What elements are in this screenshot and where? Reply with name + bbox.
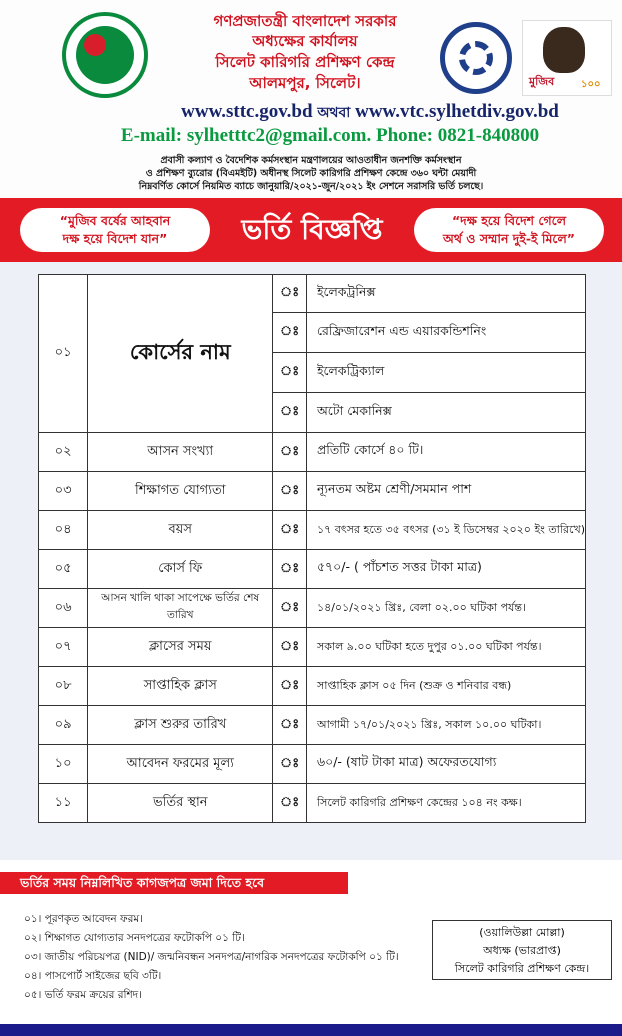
- row-number: ০২: [39, 433, 88, 472]
- colon: ঃ: [273, 393, 307, 433]
- table-row: [39, 667, 586, 706]
- gear-icon: [459, 41, 493, 75]
- colon: ঃ: [273, 667, 307, 706]
- mujib-text: মুজিব: [529, 75, 555, 88]
- info-section: [0, 262, 622, 860]
- row-number: ০৯: [39, 706, 88, 745]
- website-link-1[interactable]: www.sttc.gov.bd: [181, 101, 313, 122]
- colon: ঃ: [273, 589, 307, 628]
- row-label: ক্লাস শুরুর তারিখ: [88, 706, 273, 745]
- intro-note-line-3: নিম্নবর্ণিত কোর্সে নিয়মিত ব্যাচে জানুয়ারি/২০২১-জুন/২০২১ ইং সেশনে সরাসরি ভর্তি চলছে।: [138, 181, 484, 192]
- header-institute: সিলেট কারিগরি প্রশিক্ষণ কেন্দ্র: [215, 53, 395, 71]
- intro-note-line-1: প্রবাসী কল্যাণ ও বৈদেশিক কর্মসংস্থান মন্ত্রণালয়ের আওতাধীন জনশক্তি কর্মসংস্থান: [160, 155, 462, 166]
- document-item: ০১। পূরণকৃত আবেদন ফরম।: [24, 913, 144, 925]
- row-label: আসন সংখ্যা: [88, 433, 273, 472]
- course-name: রেফ্রিজারেশন এন্ড এয়ারকন্ডিশনিং: [306, 313, 585, 353]
- colon: ঃ: [273, 628, 307, 667]
- logo-green-field: [76, 26, 134, 84]
- row-label: ভর্তির স্থান: [88, 784, 273, 823]
- course-name: ইলেকট্রনিক্স: [306, 275, 585, 313]
- table-row: [39, 511, 586, 550]
- row-number: ০১: [39, 275, 88, 433]
- header-office: অধ্যক্ষের কার্যালয়: [252, 32, 358, 50]
- row-number: ১১: [39, 784, 88, 823]
- websites: [140, 101, 600, 125]
- documents-heading: ভর্তির সময় নিম্নলিখিত কাগজপত্র জমা দিতে হবে: [0, 872, 348, 894]
- colon: ঃ: [273, 313, 307, 353]
- course-name: ইলেকট্রিক্যাল: [306, 353, 585, 393]
- row-label: সাপ্তাহিক ক্লাস: [88, 667, 273, 706]
- intro-note-line-2: ও প্রশিক্ষণ ব্যুরোর (বিএমইটি) অধীনস্থ সিলেট কারিগরি প্রশিক্ষণ কেন্দ্রে ৩৬০ ঘন্টা মেয়াদী: [145, 168, 477, 179]
- colon: ঃ: [273, 706, 307, 745]
- colon: ঃ: [273, 511, 307, 550]
- slogan-left-line-2: দক্ষ হয়ে বিদেশ যান”: [62, 231, 168, 246]
- colon: ঃ: [273, 275, 307, 313]
- row-value: সিলেট কারিগরি প্রশিক্ষণ কেন্দ্রের ১০৪ নং কক্ষ।: [306, 784, 585, 823]
- table-row: [39, 628, 586, 667]
- row-value: সকাল ৯.০০ ঘটিকা হতে দুপুর ০১.০০ ঘটিকা পর্যন্ত।: [306, 628, 585, 667]
- website-link-2[interactable]: www.vtc.sylhetdiv.gov.bd: [355, 101, 559, 122]
- colon: ঃ: [273, 745, 307, 784]
- row-label: বয়স: [88, 511, 273, 550]
- table-row: [39, 472, 586, 511]
- row-value: সাপ্তাহিক ক্লাস ০৫ দিন (শুক্র ও শনিবার বন্ধ): [306, 667, 585, 706]
- slogan-right-line-2: অর্থ ও সম্মান দুই-ই মিলে”: [443, 231, 575, 246]
- row-label: কোর্সের নাম: [88, 275, 273, 433]
- row-number: ০৬: [39, 589, 88, 628]
- row-value: ১৪/০১/২০২১ খ্রিঃ, বেলা ০২.০০ ঘটিকা পর্যন্ত।: [306, 589, 585, 628]
- table-row: [39, 589, 586, 628]
- slogan-left: [20, 208, 210, 252]
- mujib-100-logo: [522, 20, 612, 96]
- table-row: [39, 550, 586, 589]
- slogan-right-line-1: “দক্ষ হয়ে বিদেশ গেলে: [451, 213, 567, 228]
- portrait-icon: [543, 27, 585, 73]
- header: [0, 0, 622, 196]
- bottom-border: [0, 1024, 622, 1036]
- table-row: [39, 745, 586, 784]
- signature-block: [432, 920, 612, 980]
- colon: ঃ: [273, 433, 307, 472]
- colon: ঃ: [273, 472, 307, 511]
- document-item: ০৪। পাসপোর্ট সাইজের ছবি ৩টি।: [24, 970, 162, 982]
- row-label: আসন খালি থাকা সাপেক্ষে ভর্তির শেষ তারিখ: [88, 589, 273, 628]
- logo-red-disc: [84, 34, 106, 56]
- row-value: ৫৭০/- ( পাঁচশত সত্তর টাকা মাত্র): [306, 550, 585, 589]
- title-banner: [0, 198, 622, 262]
- document-item: ০৩। জাতীয় পরিচয়পত্র (NID)/ জন্মনিবন্ধন সনদপত্র/নাগরিক সনদপত্রের ফটোকপি ০১ টি।: [24, 951, 399, 963]
- row-number: ০৪: [39, 511, 88, 550]
- header-address: আলমপুর, সিলেট।: [249, 74, 361, 92]
- row-value: ৬০/- (ষাট টাকা মাত্র) অফেরতযোগ্য: [306, 745, 585, 784]
- signatory-office: সিলেট কারিগরি প্রশিক্ষণ কেন্দ্র।: [454, 962, 590, 975]
- row-number: ০৮: [39, 667, 88, 706]
- signatory-name: (ওয়ালিউল্লা মোল্লা): [479, 926, 565, 939]
- table-row: [39, 784, 586, 823]
- website-or: অথবা: [317, 105, 351, 121]
- course-name: অটো মেকানিক্স: [306, 393, 585, 433]
- table-row: [39, 706, 586, 745]
- row-label: ক্লাসের সময়: [88, 628, 273, 667]
- bangladesh-govt-logo: [62, 12, 148, 98]
- document-item: ০২। শিক্ষাগত যোগ্যতার সনদপত্রের ফটোকপি ০১ টি।: [24, 932, 245, 944]
- row-number: ০৫: [39, 550, 88, 589]
- row-label: শিক্ষাগত যোগ্যতা: [88, 472, 273, 511]
- bmet-logo: [440, 22, 512, 94]
- row-value: ন্যূনতম অষ্টম শ্রেণী/সমমান পাশ: [306, 472, 585, 511]
- document-item: ০৫। ভর্তি ফরম ক্রয়ের রশিদ।: [24, 989, 142, 1001]
- row-label: কোর্স ফি: [88, 550, 273, 589]
- header-govt-name: গণপ্রজাতন্ত্রী বাংলাদেশ সরকার: [213, 12, 397, 30]
- colon: ঃ: [273, 353, 307, 393]
- table-row: [39, 433, 586, 472]
- colon: ঃ: [273, 550, 307, 589]
- row-number: ১০: [39, 745, 88, 784]
- row-value: প্রতিটি কোর্সে ৪০ টি।: [306, 433, 585, 472]
- slogan-left-line-1: “মুজিব বর্ষের আহবান: [59, 213, 171, 228]
- colon: ঃ: [273, 784, 307, 823]
- row-number: ০৩: [39, 472, 88, 511]
- mujib-number: ১০০: [581, 79, 601, 90]
- row-value: আগামী ১৭/০১/২০২১ খ্রিঃ, সকাল ১০.০০ ঘটিকা।: [306, 706, 585, 745]
- contact-info: E-mail: sylhetttc2@gmail.com. Phone: 0821-840800: [120, 125, 540, 146]
- row-number: ০৭: [39, 628, 88, 667]
- signatory-designation: অধ্যক্ষ (ভারপ্রাপ্ত): [483, 944, 561, 957]
- slogan-right: [414, 208, 604, 252]
- course-info-table: [38, 274, 586, 823]
- page-title: ভর্তি বিজ্ঞপ্তি: [241, 213, 383, 246]
- row-label: আবেদন ফরমের মূল্য: [88, 745, 273, 784]
- row-value: ১৭ বৎসর হতে ৩৫ বৎসর (৩১ ই ডিসেম্বর ২০২০ ইং তারিখে): [306, 511, 585, 550]
- table-row: [39, 275, 586, 313]
